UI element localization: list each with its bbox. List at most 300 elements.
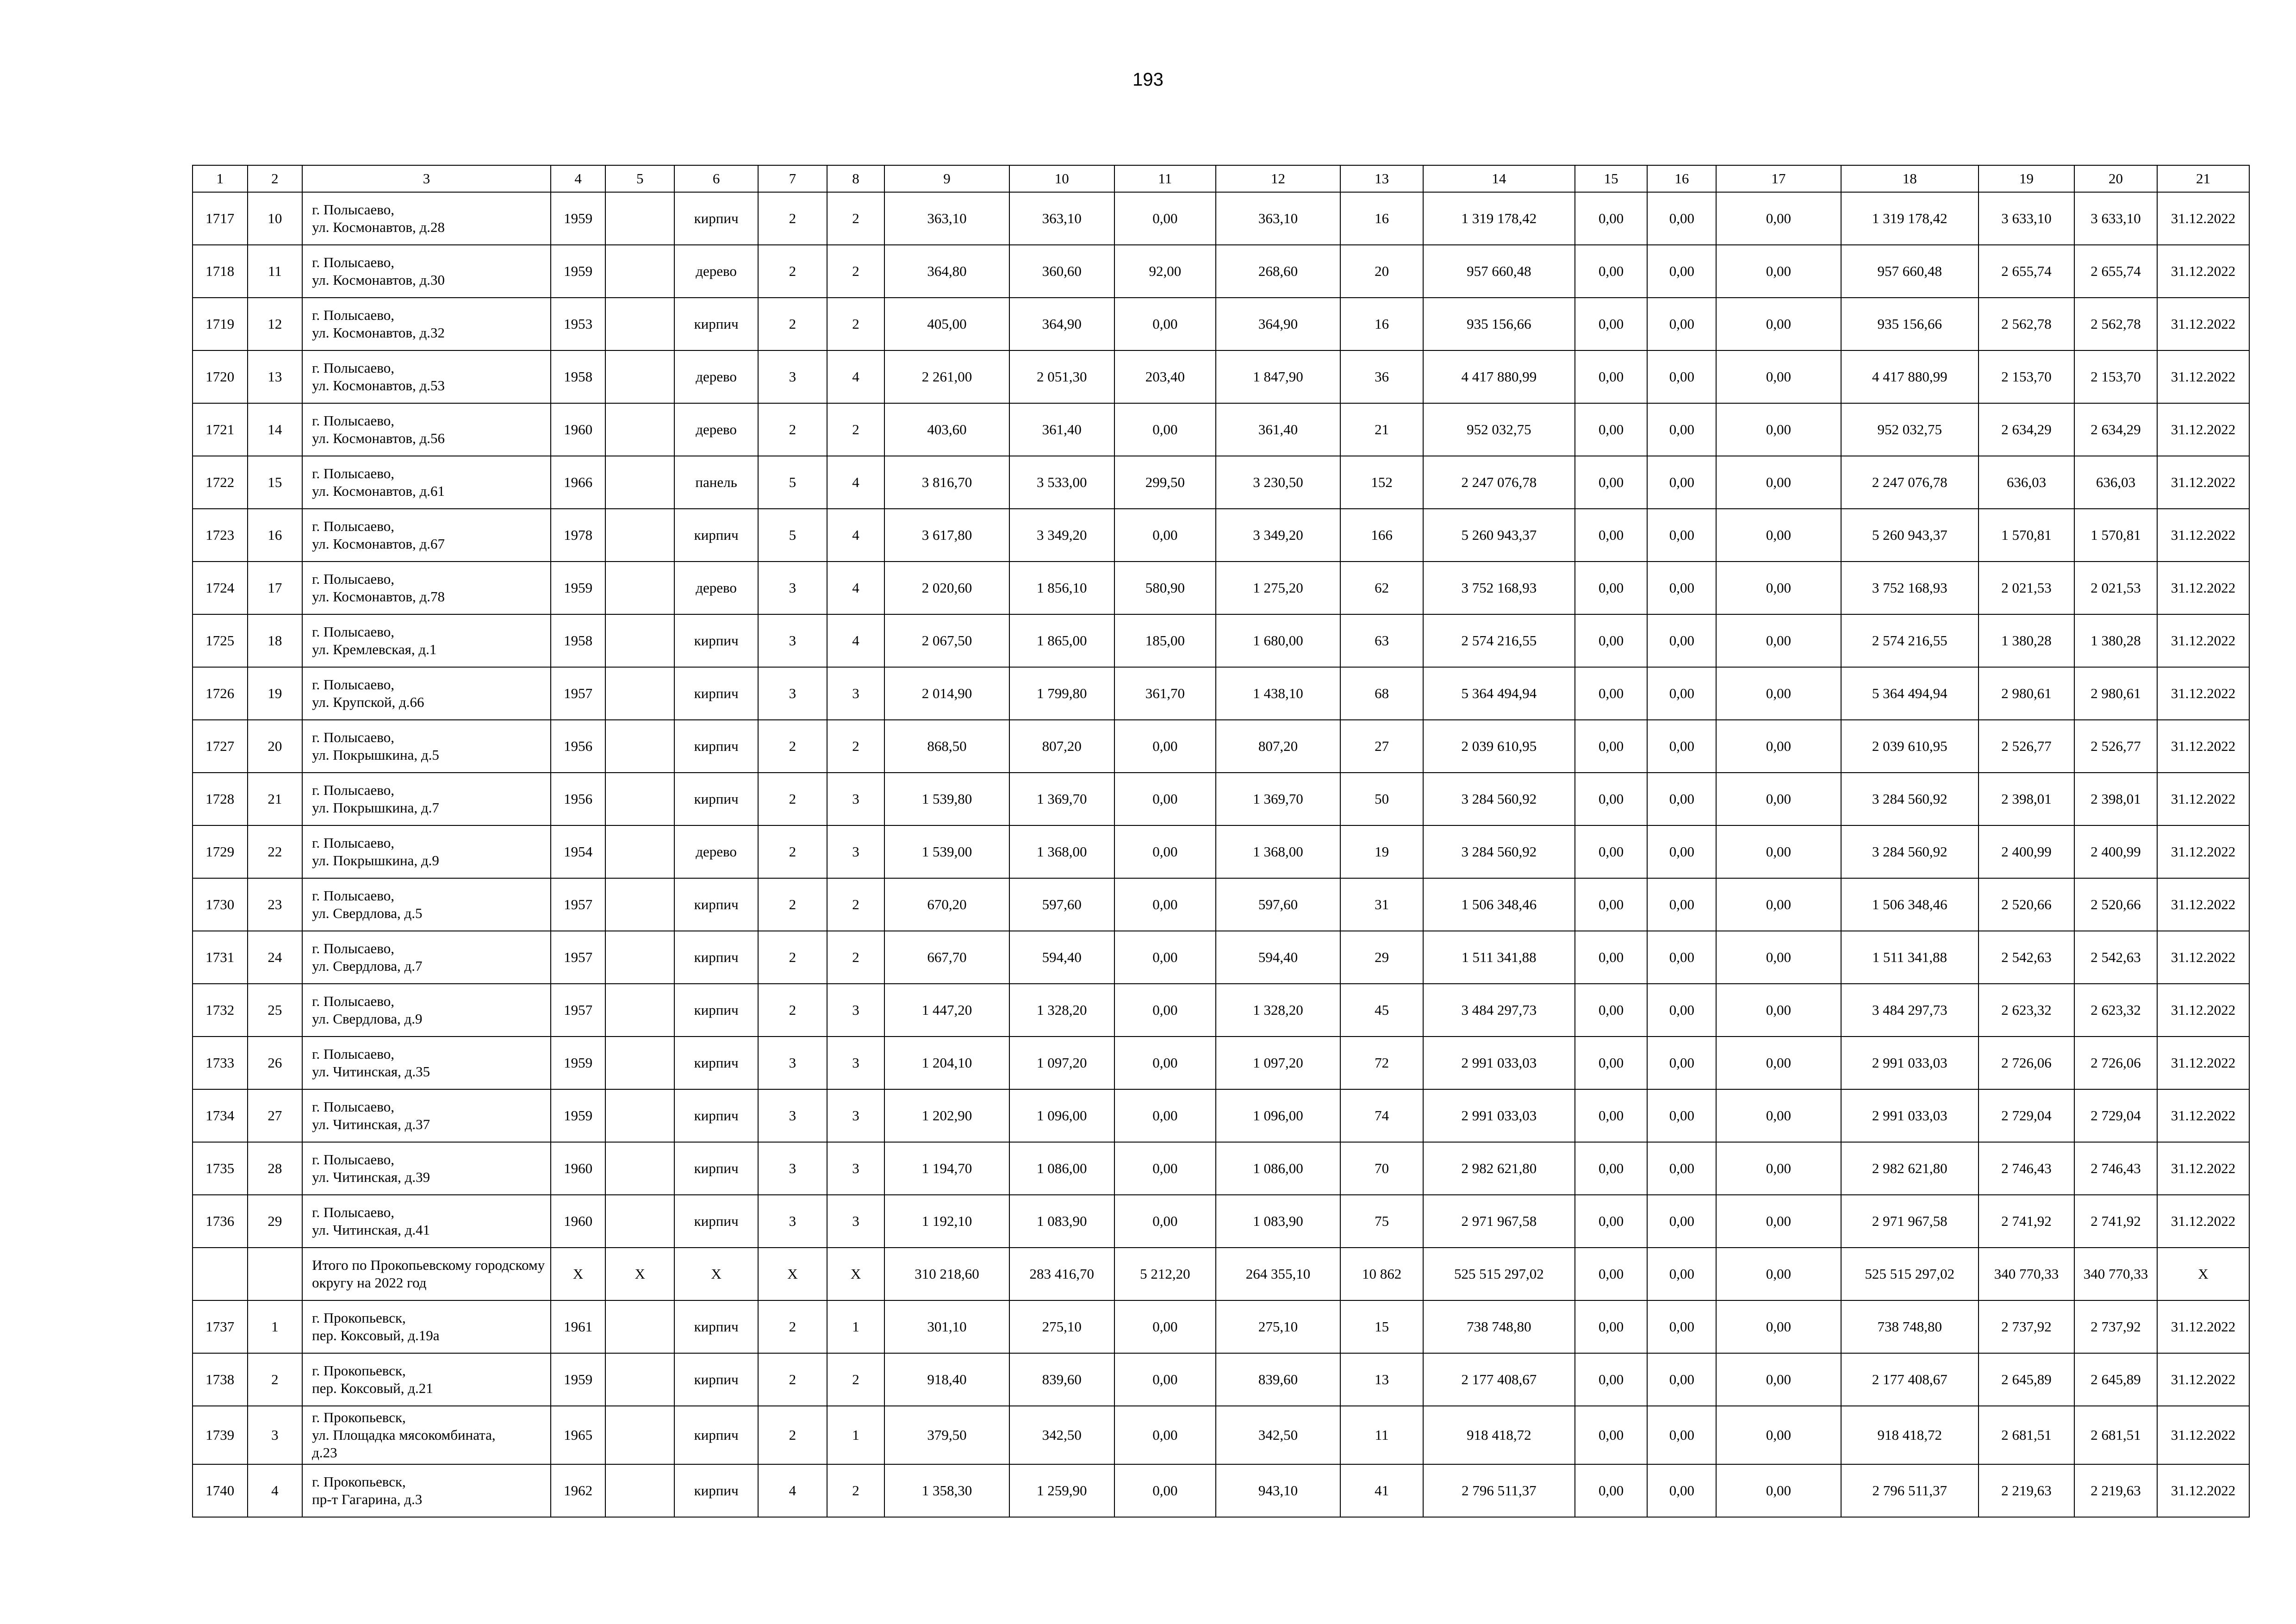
cell-c2: 22 <box>248 825 303 878</box>
cell-c14: 918 418,72 <box>1423 1406 1575 1464</box>
cell-c11: 0,00 <box>1114 403 1216 456</box>
cell-c15: 0,00 <box>1575 1300 1648 1353</box>
column-number-header: 6 <box>674 165 758 192</box>
cell-c5 <box>605 350 674 403</box>
address-line: ул. Покрышкина, д.9 <box>312 852 439 868</box>
table-row <box>193 1406 2249 1464</box>
column-number-header: 15 <box>1575 165 1648 192</box>
cell-c7: 2 <box>758 720 827 773</box>
cell-c1: 1725 <box>193 614 248 667</box>
cell-c2: 12 <box>248 298 303 350</box>
cell-c1: 1731 <box>193 931 248 984</box>
cell-c12: 1 086,00 <box>1216 1142 1340 1195</box>
cell-c6: кирпич <box>674 1195 758 1248</box>
address-line: г. Полысаево, <box>312 1151 394 1168</box>
cell-c1: 1721 <box>193 403 248 456</box>
cell-c17: 0,00 <box>1716 667 1841 720</box>
cell-c17: 0,00 <box>1716 1300 1841 1353</box>
cell-c9: 301,10 <box>884 1300 1009 1353</box>
cell-c15: 0,00 <box>1575 1195 1648 1248</box>
cell-c19: 2 526,77 <box>1979 720 2074 773</box>
cell-c1: 1733 <box>193 1037 248 1089</box>
cell-c18: 2 574 216,55 <box>1841 614 1979 667</box>
cell-c10: 360,60 <box>1009 245 1114 298</box>
cell-c16: 0,00 <box>1647 562 1716 614</box>
cell-c14: 957 660,48 <box>1423 245 1575 298</box>
cell-c10: 342,50 <box>1009 1406 1114 1464</box>
cell-c10: 1 328,20 <box>1009 984 1114 1037</box>
cell-c21: 31.12.2022 <box>2157 1142 2249 1195</box>
cell-c17: 0,00 <box>1716 403 1841 456</box>
table-row <box>193 667 2249 720</box>
address-line: г. Полысаево, <box>312 360 394 376</box>
table-row <box>193 773 2249 825</box>
cell-c10: 1 097,20 <box>1009 1037 1114 1089</box>
cell-c8: 2 <box>827 1464 885 1517</box>
cell-c5 <box>605 825 674 878</box>
cell-c6: кирпич <box>674 1142 758 1195</box>
cell-address <box>302 720 551 773</box>
column-number-header: 12 <box>1216 165 1340 192</box>
address-line: ул. Покрышкина, д.7 <box>312 800 439 816</box>
cell-c11: 0,00 <box>1114 1353 1216 1406</box>
cell-c14: 3 752 168,93 <box>1423 562 1575 614</box>
cell-c19: 1 380,28 <box>1979 614 2074 667</box>
cell-c5 <box>605 1300 674 1353</box>
cell-c4: 1961 <box>551 1300 606 1353</box>
cell-c19: 2 398,01 <box>1979 773 2074 825</box>
cell-c14: 2 971 967,58 <box>1423 1195 1575 1248</box>
cell-c17: 0,00 <box>1716 509 1841 562</box>
cell-c16: 0,00 <box>1647 931 1716 984</box>
cell-address <box>302 403 551 456</box>
cell-c2: 19 <box>248 667 303 720</box>
cell-c18: 3 284 560,92 <box>1841 825 1979 878</box>
page-number: 193 <box>1132 69 1164 90</box>
cell-c4: 1978 <box>551 509 606 562</box>
cell-c2: 11 <box>248 245 303 298</box>
cell-c19: 2 623,32 <box>1979 984 2074 1037</box>
column-number-header: 2 <box>248 165 303 192</box>
address-line: округу на 2022 год <box>312 1274 427 1291</box>
cell-c2: 20 <box>248 720 303 773</box>
cell-c8: 3 <box>827 984 885 1037</box>
address-line: ул. Космонавтов, д.30 <box>312 272 445 288</box>
cell-c6: дерево <box>674 245 758 298</box>
table-row <box>193 825 2249 878</box>
cell-c16: 0,00 <box>1647 614 1716 667</box>
cell-c14: 1 506 348,46 <box>1423 878 1575 931</box>
cell-c1: 1728 <box>193 773 248 825</box>
cell-c20: 2 726,06 <box>2074 1037 2157 1089</box>
cell-c20: 2 623,32 <box>2074 984 2157 1037</box>
cell-c21: 31.12.2022 <box>2157 1464 2249 1517</box>
cell-c2: 28 <box>248 1142 303 1195</box>
cell-c20: 2 729,04 <box>2074 1089 2157 1142</box>
cell-c4: 1960 <box>551 403 606 456</box>
cell-c18: 935 156,66 <box>1841 298 1979 350</box>
cell-c7: 3 <box>758 667 827 720</box>
cell-c19: 2 021,53 <box>1979 562 2074 614</box>
table-row <box>193 403 2249 456</box>
cell-c9: 1 447,20 <box>884 984 1009 1037</box>
cell-c8: 2 <box>827 878 885 931</box>
cell-c7: 5 <box>758 509 827 562</box>
cell-c4: 1959 <box>551 1037 606 1089</box>
cell-c1: 1727 <box>193 720 248 773</box>
cell-c13: 11 <box>1340 1406 1423 1464</box>
cell-c20: 2 520,66 <box>2074 878 2157 931</box>
cell-c15: 0,00 <box>1575 245 1648 298</box>
address-line: г. Полысаево, <box>312 254 394 270</box>
cell-c10: 1 083,90 <box>1009 1195 1114 1248</box>
cell-c15: 0,00 <box>1575 1406 1648 1464</box>
cell-c21: 31.12.2022 <box>2157 667 2249 720</box>
column-number-header: 10 <box>1009 165 1114 192</box>
cell-c21: 31.12.2022 <box>2157 1195 2249 1248</box>
cell-address <box>302 298 551 350</box>
cell-c13: 20 <box>1340 245 1423 298</box>
cell-c7: 3 <box>758 562 827 614</box>
cell-c19: 2 542,63 <box>1979 931 2074 984</box>
cell-c16: 0,00 <box>1647 192 1716 245</box>
cell-c11: 92,00 <box>1114 245 1216 298</box>
address-line: г. Полысаево, <box>312 1046 394 1062</box>
cell-c5 <box>605 931 674 984</box>
cell-c1: 1734 <box>193 1089 248 1142</box>
cell-c14: 3 284 560,92 <box>1423 825 1575 878</box>
cell-c11: 0,00 <box>1114 1037 1216 1089</box>
cell-c10: 1 368,00 <box>1009 825 1114 878</box>
address-line: г. Полысаево, <box>312 201 394 218</box>
cell-c14: 2 991 033,03 <box>1423 1037 1575 1089</box>
cell-c12: 597,60 <box>1216 878 1340 931</box>
address-line: г. Полысаево, <box>312 782 394 798</box>
cell-c15: 0,00 <box>1575 667 1648 720</box>
cell-c13: 27 <box>1340 720 1423 773</box>
cell-c2: 2 <box>248 1353 303 1406</box>
cell-c5 <box>605 1037 674 1089</box>
cell-c20: 2 741,92 <box>2074 1195 2157 1248</box>
cell-c10: 1 086,00 <box>1009 1142 1114 1195</box>
table-row <box>193 1037 2249 1089</box>
column-number-header: 4 <box>551 165 606 192</box>
address-line: г. Полысаево, <box>312 307 394 323</box>
cell-c14: 2 177 408,67 <box>1423 1353 1575 1406</box>
cell-c15: 0,00 <box>1575 509 1648 562</box>
cell-c4: 1957 <box>551 931 606 984</box>
cell-c18: 2 796 511,37 <box>1841 1464 1979 1517</box>
cell-c10: 839,60 <box>1009 1353 1114 1406</box>
cell-c2: 29 <box>248 1195 303 1248</box>
cell-c9: 1 539,80 <box>884 773 1009 825</box>
cell-c16: 0,00 <box>1647 1142 1716 1195</box>
cell-c20: 636,03 <box>2074 456 2157 509</box>
cell-c10: 3 349,20 <box>1009 509 1114 562</box>
cell-c4: 1959 <box>551 1089 606 1142</box>
cell-c19: 2 634,29 <box>1979 403 2074 456</box>
cell-c9: 3 816,70 <box>884 456 1009 509</box>
cell-c5: X <box>605 1248 674 1300</box>
cell-c8: 4 <box>827 509 885 562</box>
table-row <box>193 1464 2249 1517</box>
cell-c1: 1723 <box>193 509 248 562</box>
address-line: ул. Читинская, д.41 <box>312 1222 430 1238</box>
cell-c21: 31.12.2022 <box>2157 720 2249 773</box>
cell-c7: 3 <box>758 350 827 403</box>
cell-address <box>302 1142 551 1195</box>
table-row <box>193 931 2249 984</box>
cell-c10: 283 416,70 <box>1009 1248 1114 1300</box>
cell-c14: 1 511 341,88 <box>1423 931 1575 984</box>
cell-c17: 0,00 <box>1716 1406 1841 1464</box>
cell-c14: 3 284 560,92 <box>1423 773 1575 825</box>
cell-c7: 2 <box>758 1300 827 1353</box>
cell-c6: кирпич <box>674 984 758 1037</box>
cell-c12: 268,60 <box>1216 245 1340 298</box>
cell-c19: 3 633,10 <box>1979 192 2074 245</box>
address-line: г. Полысаево, <box>312 887 394 904</box>
cell-c7: 2 <box>758 403 827 456</box>
column-number-header: 17 <box>1716 165 1841 192</box>
cell-c5 <box>605 667 674 720</box>
cell-c9: 868,50 <box>884 720 1009 773</box>
cell-address <box>302 1195 551 1248</box>
cell-address <box>302 245 551 298</box>
cell-c18: 3 752 168,93 <box>1841 562 1979 614</box>
address-line: г. Прокопьевск, <box>312 1310 406 1326</box>
column-number-header: 7 <box>758 165 827 192</box>
cell-c13: 74 <box>1340 1089 1423 1142</box>
cell-c16: 0,00 <box>1647 1353 1716 1406</box>
cell-c18: 3 484 297,73 <box>1841 984 1979 1037</box>
cell-c18: 2 247 076,78 <box>1841 456 1979 509</box>
cell-c13: 50 <box>1340 773 1423 825</box>
cell-c13: 29 <box>1340 931 1423 984</box>
cell-c6: кирпич <box>674 192 758 245</box>
address-line: г. Полысаево, <box>312 993 394 1009</box>
table-row <box>193 614 2249 667</box>
cell-c10: 364,90 <box>1009 298 1114 350</box>
cell-c13: 152 <box>1340 456 1423 509</box>
cell-address <box>302 1464 551 1517</box>
cell-c15: 0,00 <box>1575 456 1648 509</box>
cell-address <box>302 350 551 403</box>
cell-c11: 5 212,20 <box>1114 1248 1216 1300</box>
cell-c9: 2 067,50 <box>884 614 1009 667</box>
cell-c2: 1 <box>248 1300 303 1353</box>
cell-c9: 1 194,70 <box>884 1142 1009 1195</box>
cell-c17: 0,00 <box>1716 1464 1841 1517</box>
table-row <box>193 720 2249 773</box>
address-line: г. Полысаево, <box>312 1204 394 1220</box>
cell-c21: 31.12.2022 <box>2157 245 2249 298</box>
cell-c14: 935 156,66 <box>1423 298 1575 350</box>
cell-c13: 31 <box>1340 878 1423 931</box>
cell-c6: кирпич <box>674 1089 758 1142</box>
cell-c7: 2 <box>758 1406 827 1464</box>
cell-c2: 4 <box>248 1464 303 1517</box>
cell-c4: 1954 <box>551 825 606 878</box>
cell-c9: 2 020,60 <box>884 562 1009 614</box>
cell-c20: 2 980,61 <box>2074 667 2157 720</box>
cell-c17: 0,00 <box>1716 1248 1841 1300</box>
cell-c1: 1719 <box>193 298 248 350</box>
cell-c15: 0,00 <box>1575 350 1648 403</box>
cell-c12: 1 096,00 <box>1216 1089 1340 1142</box>
cell-c14: 2 574 216,55 <box>1423 614 1575 667</box>
cell-c4: 1957 <box>551 984 606 1037</box>
cell-c12: 1 680,00 <box>1216 614 1340 667</box>
cell-c18: 1 506 348,46 <box>1841 878 1979 931</box>
cell-c15: 0,00 <box>1575 1089 1648 1142</box>
cell-c11: 0,00 <box>1114 1195 1216 1248</box>
cell-c2: 27 <box>248 1089 303 1142</box>
cell-c20: 2 526,77 <box>2074 720 2157 773</box>
cell-c12: 364,90 <box>1216 298 1340 350</box>
cell-address <box>302 931 551 984</box>
cell-c6: кирпич <box>674 667 758 720</box>
cell-c8: 2 <box>827 403 885 456</box>
total-row <box>193 1248 2249 1300</box>
table-row <box>193 1353 2249 1406</box>
cell-address <box>302 614 551 667</box>
cell-c15: 0,00 <box>1575 403 1648 456</box>
cell-c14: 2 247 076,78 <box>1423 456 1575 509</box>
column-number-header: 19 <box>1979 165 2074 192</box>
cell-c10: 1 865,00 <box>1009 614 1114 667</box>
cell-c14: 2 982 621,80 <box>1423 1142 1575 1195</box>
cell-c20: 2 737,92 <box>2074 1300 2157 1353</box>
cell-c8: 3 <box>827 1142 885 1195</box>
column-number-row <box>193 165 2249 192</box>
cell-c10: 807,20 <box>1009 720 1114 773</box>
cell-c8: 3 <box>827 1195 885 1248</box>
cell-c5 <box>605 1142 674 1195</box>
cell-c18: 2 991 033,03 <box>1841 1089 1979 1142</box>
cell-c11: 361,70 <box>1114 667 1216 720</box>
address-line: ул. Космонавтов, д.28 <box>312 219 445 235</box>
cell-c16: 0,00 <box>1647 1248 1716 1300</box>
cell-c7: 3 <box>758 1195 827 1248</box>
cell-c19: 2 980,61 <box>1979 667 2074 720</box>
cell-c14: 5 364 494,94 <box>1423 667 1575 720</box>
cell-c9: 1 202,90 <box>884 1089 1009 1142</box>
cell-c15: 0,00 <box>1575 298 1648 350</box>
cell-c10: 594,40 <box>1009 931 1114 984</box>
table-row <box>193 509 2249 562</box>
cell-c10: 361,40 <box>1009 403 1114 456</box>
cell-c19: 2 153,70 <box>1979 350 2074 403</box>
cell-c15: 0,00 <box>1575 614 1648 667</box>
cell-c11: 0,00 <box>1114 1406 1216 1464</box>
cell-c6: кирпич <box>674 614 758 667</box>
cell-c14: 2 991 033,03 <box>1423 1089 1575 1142</box>
cell-c15: 0,00 <box>1575 878 1648 931</box>
cell-c13: 19 <box>1340 825 1423 878</box>
cell-c16: 0,00 <box>1647 245 1716 298</box>
cell-c5 <box>605 773 674 825</box>
cell-c17: 0,00 <box>1716 1195 1841 1248</box>
address-line: ул. Читинская, д.35 <box>312 1063 430 1080</box>
cell-c14: 5 260 943,37 <box>1423 509 1575 562</box>
cell-c19: 2 400,99 <box>1979 825 2074 878</box>
cell-c16: 0,00 <box>1647 1406 1716 1464</box>
cell-c21: 31.12.2022 <box>2157 456 2249 509</box>
cell-c12: 1 847,90 <box>1216 350 1340 403</box>
cell-c15: 0,00 <box>1575 984 1648 1037</box>
cell-c17: 0,00 <box>1716 298 1841 350</box>
cell-c21: 31.12.2022 <box>2157 1037 2249 1089</box>
cell-c4: 1959 <box>551 1353 606 1406</box>
cell-address <box>302 192 551 245</box>
cell-c16: 0,00 <box>1647 1037 1716 1089</box>
cell-c21: 31.12.2022 <box>2157 509 2249 562</box>
address-line: г. Полысаево, <box>312 412 394 429</box>
cell-c21: 31.12.2022 <box>2157 878 2249 931</box>
column-number-header: 16 <box>1647 165 1716 192</box>
cell-c1: 1736 <box>193 1195 248 1248</box>
cell-c7: 3 <box>758 614 827 667</box>
cell-c20: 2 634,29 <box>2074 403 2157 456</box>
cell-c7: X <box>758 1248 827 1300</box>
cell-c14: 952 032,75 <box>1423 403 1575 456</box>
cell-c13: 62 <box>1340 562 1423 614</box>
cell-c8: 2 <box>827 245 885 298</box>
address-line: ул. Читинская, д.39 <box>312 1169 430 1185</box>
cell-c21: 31.12.2022 <box>2157 192 2249 245</box>
cell-c9: 1 358,30 <box>884 1464 1009 1517</box>
cell-c16: 0,00 <box>1647 1195 1716 1248</box>
cell-c12: 1 083,90 <box>1216 1195 1340 1248</box>
address-line: г. Прокопьевск, <box>312 1362 406 1379</box>
cell-address <box>302 562 551 614</box>
cell-c18: 918 418,72 <box>1841 1406 1979 1464</box>
cell-c21: 31.12.2022 <box>2157 1300 2249 1353</box>
cell-c10: 1 799,80 <box>1009 667 1114 720</box>
cell-c13: 63 <box>1340 614 1423 667</box>
cell-c18: 1 319 178,42 <box>1841 192 1979 245</box>
cell-c6: кирпич <box>674 931 758 984</box>
cell-c11: 0,00 <box>1114 1089 1216 1142</box>
cell-c13: 72 <box>1340 1037 1423 1089</box>
cell-c20: 2 655,74 <box>2074 245 2157 298</box>
cell-c13: 36 <box>1340 350 1423 403</box>
cell-c20: 2 021,53 <box>2074 562 2157 614</box>
table-row <box>193 298 2249 350</box>
cell-c18: 3 284 560,92 <box>1841 773 1979 825</box>
cell-c21: 31.12.2022 <box>2157 562 2249 614</box>
cell-c2: 24 <box>248 931 303 984</box>
cell-c1: 1732 <box>193 984 248 1037</box>
cell-c14: 738 748,80 <box>1423 1300 1575 1353</box>
cell-c8: 3 <box>827 1089 885 1142</box>
address-line: г. Полысаево, <box>312 465 394 481</box>
column-number-header: 18 <box>1841 165 1979 192</box>
cell-c4: 1960 <box>551 1142 606 1195</box>
cell-c19: 2 520,66 <box>1979 878 2074 931</box>
cell-c18: 2 982 621,80 <box>1841 1142 1979 1195</box>
cell-c4: 1966 <box>551 456 606 509</box>
column-number-header: 14 <box>1423 165 1575 192</box>
cell-c17: 0,00 <box>1716 931 1841 984</box>
column-number-header: 1 <box>193 165 248 192</box>
cell-c7: 2 <box>758 245 827 298</box>
table-row <box>193 192 2249 245</box>
cell-c16: 0,00 <box>1647 773 1716 825</box>
cell-c12: 3 230,50 <box>1216 456 1340 509</box>
cell-c8: 3 <box>827 1037 885 1089</box>
